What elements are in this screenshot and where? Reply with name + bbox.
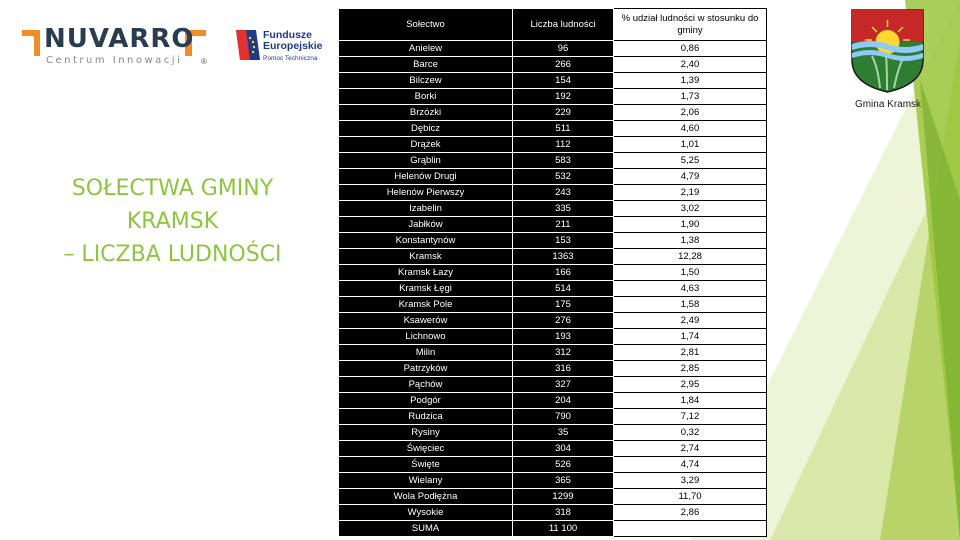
cell-population: 166 xyxy=(513,265,614,281)
cell-percent: 1,73 xyxy=(614,89,767,105)
cell-solectwo: Borki xyxy=(339,89,513,105)
cell-percent: 2,81 xyxy=(614,345,767,361)
table-row xyxy=(339,201,767,217)
table-row xyxy=(339,313,767,329)
table-row xyxy=(339,473,767,489)
cell-percent: 2,95 xyxy=(614,377,767,393)
cell-solectwo: Rysiny xyxy=(339,425,513,441)
cell-percent: 2,86 xyxy=(614,505,767,521)
population-table xyxy=(338,8,767,537)
cell-solectwo: Helenów Pierwszy xyxy=(339,185,513,201)
cell-population: 1299 xyxy=(513,489,614,505)
cell-solectwo: Jabłków xyxy=(339,217,513,233)
table-row xyxy=(339,153,767,169)
table-row xyxy=(339,89,767,105)
page-title xyxy=(20,172,325,271)
table-row xyxy=(339,329,767,345)
table-row xyxy=(339,281,767,297)
table-row xyxy=(339,217,767,233)
table-row xyxy=(339,185,767,201)
table-header-row xyxy=(339,9,767,41)
cell-solectwo: Rudzica xyxy=(339,409,513,425)
fundusze-line1: Fundusze xyxy=(263,29,312,41)
cell-solectwo: Milin xyxy=(339,345,513,361)
table-row xyxy=(339,297,767,313)
cell-solectwo: Anielew xyxy=(339,41,513,57)
cell-population: 211 xyxy=(513,217,614,233)
cell-percent: 1,50 xyxy=(614,265,767,281)
title-line3: – LICZBA LUDNOŚCI xyxy=(63,242,282,267)
cell-population: 316 xyxy=(513,361,614,377)
header-solectwo: Sołectwo xyxy=(339,9,513,41)
nuvarro-logo xyxy=(20,24,210,70)
cell-solectwo: Kramsk Pole xyxy=(339,297,513,313)
table-row xyxy=(339,361,767,377)
cell-percent: 2,74 xyxy=(614,441,767,457)
cell-population: 511 xyxy=(513,121,614,137)
cell-population: 276 xyxy=(513,313,614,329)
cell-solectwo: Wola Podłężna xyxy=(339,489,513,505)
table-row xyxy=(339,489,767,505)
cell-percent: 1,84 xyxy=(614,393,767,409)
table-row xyxy=(339,425,767,441)
cell-population: 193 xyxy=(513,329,614,345)
title-line2: KRAMSK xyxy=(126,209,219,234)
table-row xyxy=(339,249,767,265)
cell-percent: 0,86 xyxy=(614,41,767,57)
cell-percent: 1,90 xyxy=(614,217,767,233)
crest-label: Gmina Kramsk xyxy=(854,99,922,110)
cell-solectwo: Helenów Drugi xyxy=(339,169,513,185)
cell-population: 11 100 xyxy=(513,521,614,537)
cell-solectwo: SUMA xyxy=(339,521,513,537)
table-row xyxy=(339,57,767,73)
cell-percent: 3,02 xyxy=(614,201,767,217)
cell-percent: 7,12 xyxy=(614,409,767,425)
cell-population: 192 xyxy=(513,89,614,105)
cell-solectwo: Kramsk xyxy=(339,249,513,265)
cell-population: 229 xyxy=(513,105,614,121)
cell-population: 1363 xyxy=(513,249,614,265)
cell-solectwo: Pąchów xyxy=(339,377,513,393)
cell-percent: 0,32 xyxy=(614,425,767,441)
fundusze-line2: Europejskie xyxy=(263,40,323,52)
cell-percent: 1,38 xyxy=(614,233,767,249)
table-row xyxy=(339,137,767,153)
cell-solectwo: Drążek xyxy=(339,137,513,153)
cell-solectwo: Brzózki xyxy=(339,105,513,121)
cell-solectwo: Wielany xyxy=(339,473,513,489)
cell-solectwo: Ksawerów xyxy=(339,313,513,329)
cell-solectwo: Izabelin xyxy=(339,201,513,217)
table-row xyxy=(339,41,767,57)
cell-percent: 4,74 xyxy=(614,457,767,473)
table-row xyxy=(339,505,767,521)
gmina-kramsk-crest-icon xyxy=(850,8,925,94)
table-row xyxy=(339,233,767,249)
table-row xyxy=(339,409,767,425)
cell-population: 335 xyxy=(513,201,614,217)
table-row xyxy=(339,121,767,137)
cell-percent: 2,40 xyxy=(614,57,767,73)
table-row xyxy=(339,441,767,457)
cell-percent: 1,39 xyxy=(614,73,767,89)
fundusze-subtitle: Pomoc Techniczna xyxy=(263,55,318,62)
cell-population: 35 xyxy=(513,425,614,441)
table-row xyxy=(339,169,767,185)
cell-solectwo: Kramsk Łazy xyxy=(339,265,513,281)
title-line1: SOŁECTWA GMINY xyxy=(71,176,274,201)
table-row xyxy=(339,521,767,537)
cell-percent xyxy=(614,521,767,537)
cell-solectwo: Święte xyxy=(339,457,513,473)
cell-percent: 3,29 xyxy=(614,473,767,489)
nuvarro-subtitle: Centrum Innowacji xyxy=(46,55,183,66)
cell-population: 312 xyxy=(513,345,614,361)
eu-flag-icon xyxy=(236,30,260,60)
cell-population: 526 xyxy=(513,457,614,473)
cell-solectwo: Barce xyxy=(339,57,513,73)
fundusze-europejskie-logo xyxy=(236,28,326,68)
cell-solectwo: Lichnowo xyxy=(339,329,513,345)
table-row xyxy=(339,73,767,89)
cell-population: 304 xyxy=(513,441,614,457)
table-row xyxy=(339,345,767,361)
cell-population: 175 xyxy=(513,297,614,313)
cell-percent: 1,58 xyxy=(614,297,767,313)
cell-solectwo: Bilczew xyxy=(339,73,513,89)
cell-solectwo: Patrzyków xyxy=(339,361,513,377)
nuvarro-registered-mark: ® xyxy=(201,57,207,66)
cell-percent: 1,01 xyxy=(614,137,767,153)
cell-percent: 4,79 xyxy=(614,169,767,185)
cell-percent: 2,85 xyxy=(614,361,767,377)
cell-population: 266 xyxy=(513,57,614,73)
cell-solectwo: Grąblin xyxy=(339,153,513,169)
cell-population: 365 xyxy=(513,473,614,489)
cell-population: 327 xyxy=(513,377,614,393)
cell-solectwo: Wysokie xyxy=(339,505,513,521)
cell-population: 112 xyxy=(513,137,614,153)
table-row xyxy=(339,265,767,281)
table-row xyxy=(339,377,767,393)
cell-percent: 5,25 xyxy=(614,153,767,169)
cell-percent: 12,28 xyxy=(614,249,767,265)
table-row xyxy=(339,105,767,121)
cell-percent: 2,06 xyxy=(614,105,767,121)
cell-population: 154 xyxy=(513,73,614,89)
cell-solectwo: Kramsk Łęgi xyxy=(339,281,513,297)
cell-population: 318 xyxy=(513,505,614,521)
cell-percent: 1,74 xyxy=(614,329,767,345)
cell-percent: 11,70 xyxy=(614,489,767,505)
cell-population: 790 xyxy=(513,409,614,425)
cell-population: 204 xyxy=(513,393,614,409)
table-row xyxy=(339,457,767,473)
cell-population: 96 xyxy=(513,41,614,57)
table-row xyxy=(339,393,767,409)
cell-population: 243 xyxy=(513,185,614,201)
cell-solectwo: Święciec xyxy=(339,441,513,457)
cell-percent: 2,19 xyxy=(614,185,767,201)
cell-solectwo: Dębicz xyxy=(339,121,513,137)
cell-percent: 4,60 xyxy=(614,121,767,137)
cell-population: 514 xyxy=(513,281,614,297)
cell-population: 153 xyxy=(513,233,614,249)
header-population: Liczba ludności xyxy=(513,9,614,41)
header-percent: % udział ludności w stosunku do gminy xyxy=(614,9,767,41)
cell-solectwo: Podgór xyxy=(339,393,513,409)
cell-percent: 4,63 xyxy=(614,281,767,297)
cell-percent: 2,49 xyxy=(614,313,767,329)
nuvarro-name: NUVARRO xyxy=(44,24,195,54)
cell-population: 532 xyxy=(513,169,614,185)
cell-solectwo: Konstantynów xyxy=(339,233,513,249)
cell-population: 583 xyxy=(513,153,614,169)
